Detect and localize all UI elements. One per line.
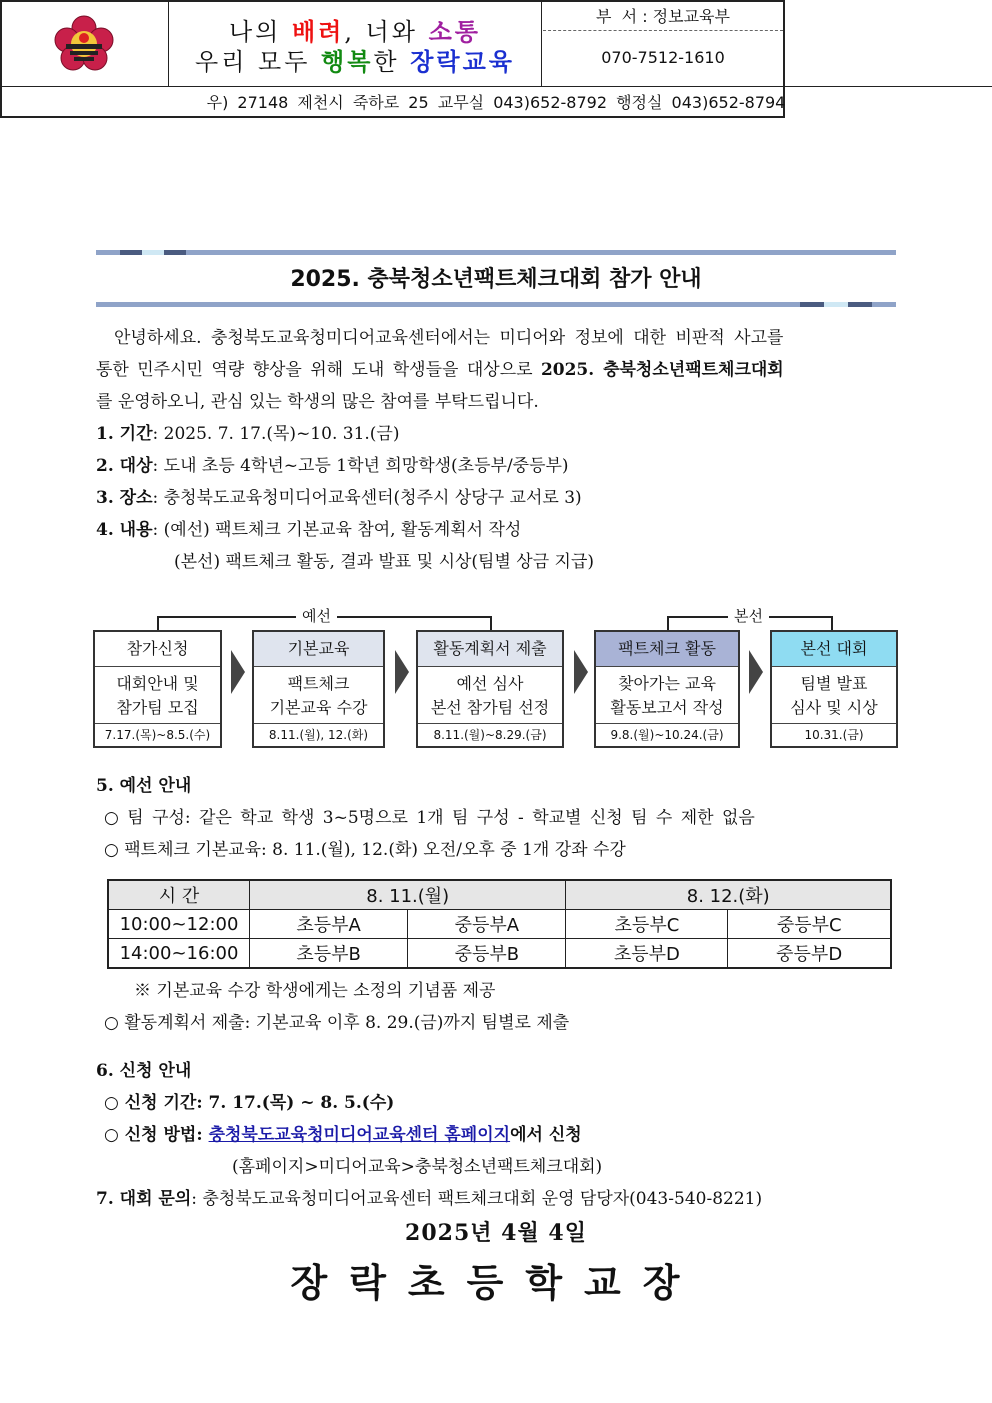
plan-submission: ○ 활동계획서 제출: 기본교육 이후 8. 29.(금)까지 팀별로 제출 xyxy=(104,1013,570,1033)
flow-step-head: 활동계획서 제출 xyxy=(418,632,562,667)
chevron-right-icon xyxy=(395,650,409,694)
table-cell: 초등부D xyxy=(566,939,728,969)
flow-step-body: 대회안내 및 참가팀 모집 xyxy=(116,674,199,717)
slogan-line-1: 나의 배려, 너와 소통 xyxy=(228,17,481,46)
table-header-time: 시 간 xyxy=(108,880,250,910)
prelim-label: 예선 xyxy=(296,605,337,626)
chevron-right-icon xyxy=(749,650,763,694)
stripe-accent xyxy=(800,302,824,307)
flow-step-date: 8.11.(월), 12.(화) xyxy=(254,723,383,746)
flow-step-body: 팀별 발표 심사 및 시상 xyxy=(790,674,878,717)
flow-step-factcheck xyxy=(594,630,740,748)
stripe-accent xyxy=(164,250,186,255)
application-method: ○ 신청 방법: 충청북도교육청미디어교육센터 홈페이지에서 신청 xyxy=(104,1125,582,1145)
flow-step-plan-submit xyxy=(416,630,564,748)
title-stripe-top xyxy=(96,250,896,255)
schedule-table xyxy=(107,879,892,969)
chevron-right-icon xyxy=(231,650,245,694)
divider xyxy=(0,86,992,87)
stripe-accent xyxy=(142,250,164,255)
table-cell: 10:00~12:00 xyxy=(108,910,250,939)
flow-step-head: 본선 대회 xyxy=(772,632,896,667)
contest-inquiry: 7. 대회 문의: 충청북도교육청미디어교육센터 팩트체크대회 운영 담당자(043-540-8221) xyxy=(96,1189,763,1209)
table-cell: 중등부C xyxy=(728,910,891,939)
page-title: 2025. 충북청소년팩트체크대회 참가 안내 xyxy=(290,267,702,292)
table-cell: 14:00~16:00 xyxy=(108,939,250,969)
flow-step-head: 기본교육 xyxy=(254,632,383,667)
homepage-link[interactable]: 충청북도교육청미디어교육센터 홈페이지 xyxy=(208,1125,511,1145)
table-cell: 초등부A xyxy=(250,910,408,939)
header-box xyxy=(0,0,785,118)
phone-number: 070-7512-1610 xyxy=(601,48,725,67)
table-cell: 중등부D xyxy=(728,939,891,969)
section-6-title: 6. 신청 안내 xyxy=(96,1061,192,1081)
souvenir-note: ※ 기본교육 수강 학생에게는 소정의 기념품 제공 xyxy=(134,981,496,1001)
flow-step-head: 팩트체크 활동 xyxy=(596,632,738,667)
slogan-line-2: 우리 모두 행복한 장락교육 xyxy=(195,47,515,76)
intro-line-2: 통한 민주시민 역량 향상을 위해 도내 학생들을 대상으로 2025. 충북청소년팩트체크대회 xyxy=(96,360,784,380)
school-emblem-icon xyxy=(52,14,116,74)
flow-step-apply xyxy=(93,630,222,748)
table-header-day1: 8. 11.(월) xyxy=(250,880,566,910)
flow-step-body: 찾아가는 교육 활동보고서 작성 xyxy=(610,674,724,717)
title-stripe-bottom xyxy=(96,302,896,307)
divider xyxy=(168,0,169,86)
team-composition: ○ 팀 구성: 같은 학교 학생 3~5명으로 1개 팀 구성 - 학교별 신청 팀 수 제한 없음 xyxy=(104,808,755,828)
final-label: 본선 xyxy=(728,605,769,626)
table-header-row xyxy=(108,880,891,910)
flow-step-basic-edu xyxy=(252,630,385,748)
flow-step-date: 9.8.(월)~10.24.(금) xyxy=(596,723,738,746)
homepage-path: (홈페이지>미디어교육>충북청소년팩트체크대회) xyxy=(232,1157,603,1177)
table-row xyxy=(108,939,891,969)
basic-education: ○ 팩트체크 기본교육: 8. 11.(월), 12.(화) 오전/오후 중 1개 강좌 수강 xyxy=(104,840,626,860)
stripe-accent xyxy=(824,302,848,307)
divider xyxy=(543,30,783,31)
flow-step-head: 참가신청 xyxy=(95,632,220,667)
application-period: ○ 신청 기간: 7. 17.(목) ~ 8. 5.(수) xyxy=(104,1093,395,1113)
table-cell: 중등부A xyxy=(408,910,566,939)
item-location: 3. 장소: 충청북도교육청미디어교육센터(청주시 상당구 교서로 3) xyxy=(96,488,582,508)
table-cell: 중등부B xyxy=(408,939,566,969)
item-content: 4. 내용: (예선) 팩트체크 기본교육 참여, 활동계획서 작성 xyxy=(96,520,522,540)
flow-step-date: 7.17.(목)~8.5.(수) xyxy=(95,723,220,746)
item-content-line-2: (본선) 팩트체크 활동, 결과 발표 및 시상(팀별 상금 지급) xyxy=(174,552,595,572)
flow-step-body: 팩트체크 기본교육 수강 xyxy=(269,674,368,717)
school-address: 우) 27148 제천시 죽하로 25 교무실 043)652-8792 행정실 043)652-8794 xyxy=(206,93,786,112)
table-cell: 초등부B xyxy=(250,939,408,969)
stripe-accent xyxy=(848,302,872,307)
stripe-accent xyxy=(120,250,142,255)
table-row xyxy=(108,910,891,939)
intro-line-1: 안녕하세요. 충청북도교육청미디어교육센터에서는 미디어와 정보에 대한 비판적 사고를 xyxy=(114,328,784,348)
flow-step-date: 8.11.(월)~8.29.(금) xyxy=(418,723,562,746)
intro-line-3: 를 운영하오니, 관심 있는 학생의 많은 참여를 부탁드립니다. xyxy=(96,392,539,412)
document-date: 2025년 4월 4일 xyxy=(405,1220,587,1246)
item-period: 1. 기간: 2025. 7. 17.(목)~10. 31.(금) xyxy=(96,424,400,444)
section-5-title: 5. 예선 안내 xyxy=(96,776,192,796)
table-header-day2: 8. 12.(화) xyxy=(566,880,891,910)
department: 부 서 : 정보교육부 xyxy=(596,7,730,26)
table-cell: 초등부C xyxy=(566,910,728,939)
chevron-right-icon xyxy=(574,650,588,694)
principal-signature: 장락초등학교장 xyxy=(290,1260,702,1305)
flow-step-date: 10.31.(금) xyxy=(772,723,896,746)
item-target: 2. 대상: 도내 초등 4학년~고등 1학년 희망학생(초등부/중등부) xyxy=(96,456,569,476)
flow-step-final xyxy=(770,630,898,748)
flow-step-body: 예선 심사 본선 참가팀 선정 xyxy=(430,674,550,717)
divider xyxy=(541,0,542,86)
